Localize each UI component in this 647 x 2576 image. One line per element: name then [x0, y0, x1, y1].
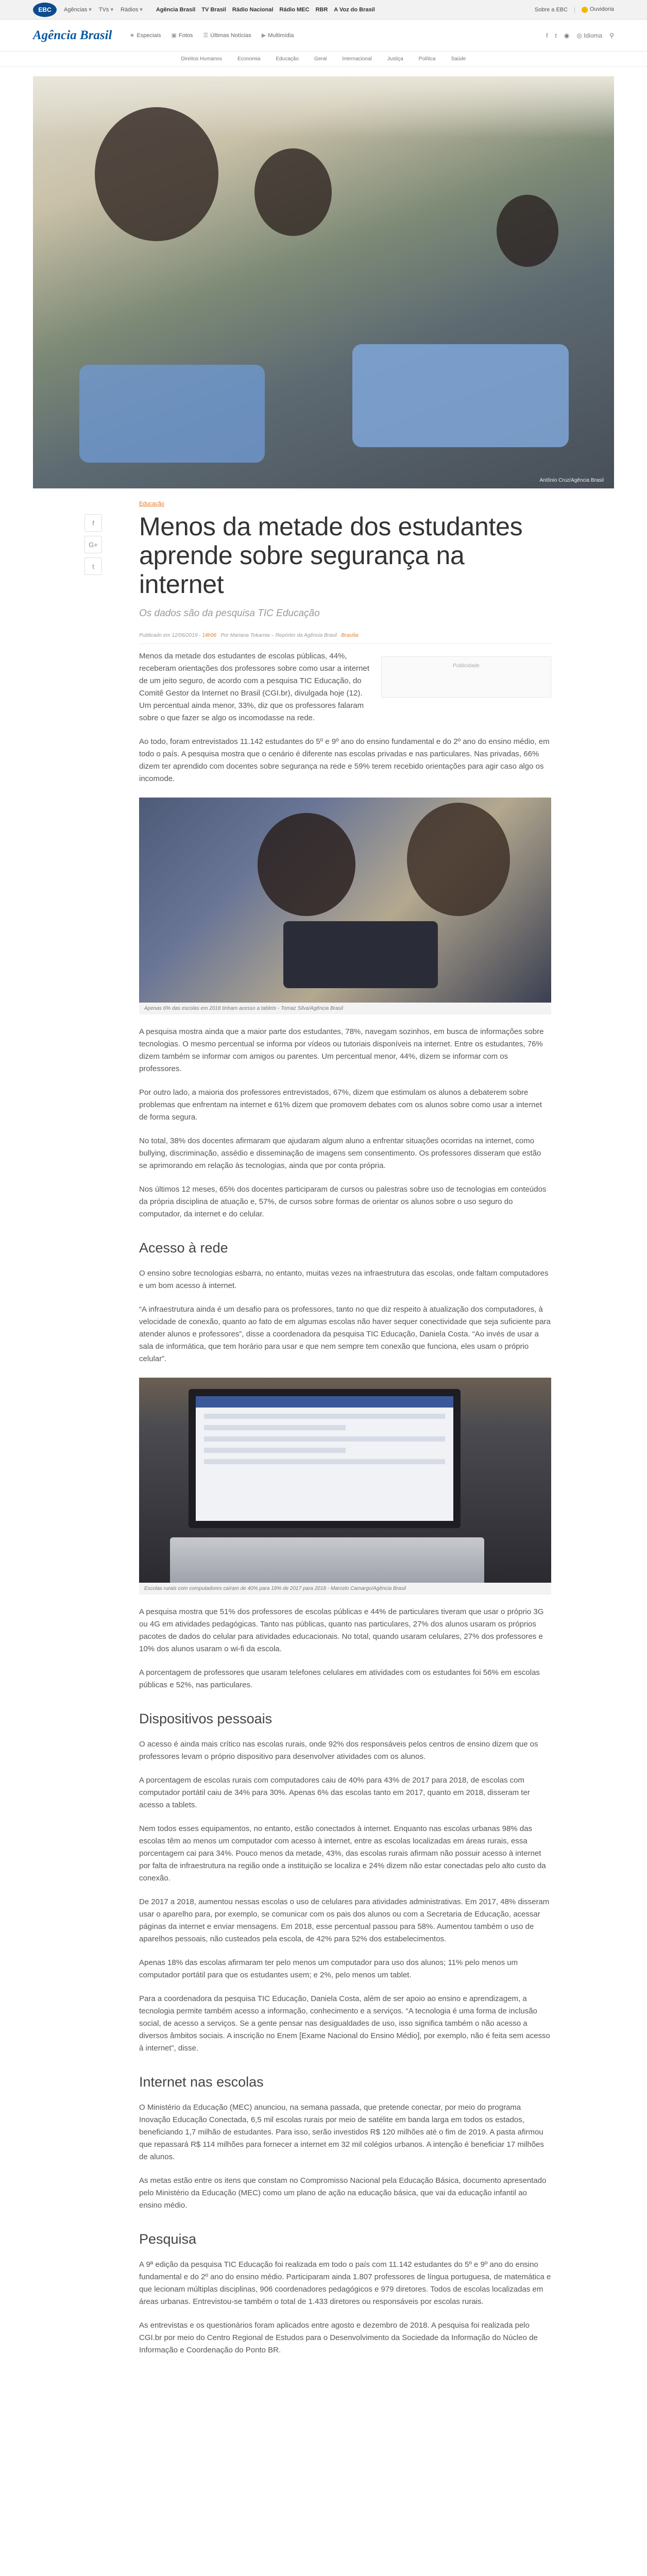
subnav-educacao[interactable]: Educação [276, 56, 299, 62]
hero-laptop [352, 344, 569, 447]
nav-especiais[interactable] [130, 32, 161, 39]
meta-author: Por Mariana Tokarnia – Repórter da Agência Brasil [220, 633, 337, 638]
paragraph: O ensino sobre tecnologias esbarra, no entanto, muitas vezes na infraestrutura das escolas, onde faltam computadores e um bom acesso à internet. [139, 1269, 549, 1290]
nav-label: Fotos [178, 32, 193, 39]
ebc-channels [156, 7, 375, 13]
article-subtitle: Os dados são da pesquisa TIC Educação [139, 608, 320, 619]
star-icon: ★ [129, 32, 135, 39]
paragraph: Nos últimos 12 meses, 65% dos docentes participaram de cursos ou palestras sobre uso de tecnologias em conteúdos da própria disciplina de atuação e, 57%, de cursos sobre formas de orientar os alunos sobre o uso seguro do computador, da internet e do celular. [139, 1185, 547, 1218]
nav-multimidia[interactable] [262, 32, 294, 39]
share-google-plus-icon[interactable]: G+ [84, 536, 102, 553]
figure-caption: Escolas rurais com computadores caíram de 40% para 19% de 2017 para 2018 - Marcelo Camargo/Agência Brasil [139, 1583, 551, 1595]
paragraph: A pesquisa mostra que 51% dos professores de escolas públicas e 44% de particulares tiveram que usar o próprio 3G ou 4G em atividades pedagógicas. Tanto nas públicas, quanto nas particulares, 27% dos alunos usaram os próprios pacotes de dados do celular para atividades educacionais. No total, quando usaram celulares, 27% dos professores e 10% dos alunos usaram o wi-fi da escola. [139, 1607, 544, 1653]
twitter-icon[interactable]: t [555, 31, 557, 39]
menu-tvs[interactable]: TVs ▾ [99, 6, 113, 13]
section-heading: Internet nas escolas [139, 2074, 264, 2090]
globe-icon: ◎ [576, 31, 582, 39]
paragraph: Apenas 18% das escolas afirmaram ter pelo menos um computador para uso dos alunos; 11% pelo menos um computador portátil para que os estudantes usem; e 2%, pelo menos um tablet. [139, 1958, 518, 1979]
article-meta: Publicado em 12/06/2019 - 14h06 Por Mariana Tokarnia – Repórter da Agência Brasil Brasília [139, 633, 551, 644]
link-tv-brasil[interactable]: TV Brasil [201, 6, 226, 13]
list-icon: ☰ [203, 32, 209, 39]
ebc-left-menu [64, 6, 143, 13]
page-bottom-space [0, 2357, 647, 2413]
article-figure [139, 1378, 551, 1595]
section-subnav [0, 52, 647, 67]
nav-label: Últimas Notícias [210, 32, 251, 39]
ouvidoria-icon [582, 7, 588, 13]
screen-line [204, 1425, 346, 1430]
nav-label: Especiais [137, 32, 161, 39]
figure-child [407, 803, 510, 916]
section-heading: Acesso à rede [139, 1240, 228, 1256]
link-voz-do-brasil[interactable]: A Voz do Brasil [334, 6, 375, 13]
meta-place: Brasília [341, 633, 359, 638]
subnav-internacional[interactable]: Internacional [342, 56, 372, 62]
subnav-justica[interactable]: Justiça [387, 56, 403, 62]
subnav-geral[interactable]: Geral [314, 56, 327, 62]
screen-line [204, 1448, 346, 1453]
nav-ultimas-noticias[interactable] [203, 32, 251, 39]
paragraph: As entrevistas e os questionários foram aplicados entre agosto e dezembro de 2018. A pesquisa foi realizada pelo CGI.br por meio do Centro Regional de Estudos para o Desenvolvimento da Sociedade da Informação do Núcleo de Informação e Coordenação do Ponto BR. [139, 2321, 538, 2354]
nav-fotos[interactable] [171, 32, 193, 39]
subnav-direitos-humanos[interactable]: Direitos Humanos [181, 56, 222, 62]
paragraph: A porcentagem de escolas rurais com computadores caiu de 40% para 43% de 2017 para 2018, de escolas com computador portátil caiu de 34% para 30%. Apenas 6% das escolas tanto em 2017, quanto em 2018, disseram ter acesso a tablets. [139, 1776, 530, 1809]
paragraph: O Ministério da Educação (MEC) anunciou, na semana passada, que pretende conectar, por meio do programa Inovação Educação Conectada, 6,5 mil escolas rurais por meio de satélite em banda larga em todos os estados, beneficiando 1,7 milhão de estudantes. Para isso, serão investidos R$ 120 milhões até o fim de 2019. A pasta afirmou que repassará R$ 114 milhões para fornecer a internet em 32 mil colégios urbanos. A intenção é beneficiar 17 milhões de alunos. [139, 2103, 544, 2161]
article-container [33, 501, 614, 2357]
share-facebook-icon[interactable]: f [84, 514, 102, 532]
screen-line [204, 1459, 445, 1464]
menu-radios[interactable]: Rádios ▾ [121, 6, 143, 13]
share-bar [84, 514, 102, 575]
hero-photo [33, 76, 614, 488]
ebc-top-bar [0, 0, 647, 20]
link-radio-mec[interactable]: Rádio MEC [279, 6, 310, 13]
link-rbr[interactable]: RBR [315, 6, 328, 13]
screen-line [204, 1414, 445, 1419]
ebc-right-links [535, 6, 614, 12]
link-radio-nacional[interactable]: Rádio Nacional [232, 6, 274, 13]
main-nav [130, 32, 294, 39]
screen-topbar [196, 1396, 453, 1408]
hero-figure-child [254, 148, 332, 236]
subnav-economia[interactable]: Economia [237, 56, 261, 62]
language-label: Idioma [584, 31, 603, 39]
subnav-saude[interactable]: Saúde [451, 56, 466, 62]
section-heading: Dispositivos pessoais [139, 1711, 273, 1726]
ebc-logo[interactable]: EBC [33, 3, 57, 17]
figure-photo [139, 798, 551, 1003]
language-selector[interactable] [576, 32, 602, 39]
paragraph: A porcentagem de professores que usaram telefones celulares em atividades com os estudantes foi 56% em escolas públicas e 52%, nas particulares. [139, 1668, 540, 1689]
hero-photo-credit: Antônio Cruz/Agência Brasil [539, 478, 604, 483]
ouvidoria-label: Ouvidoria [589, 6, 614, 13]
brand-logo[interactable]: Agência Brasil [33, 28, 112, 42]
screen-line [204, 1436, 445, 1442]
section-heading: Pesquisa [139, 2231, 197, 2247]
subnav-politica[interactable]: Política [418, 56, 436, 62]
play-icon: ▶ [261, 32, 266, 39]
paragraph: Por outro lado, a maioria dos professores entrevistados, 67%, dizem que estimulam os alunos a debaterem sobre problemas que enfrentam na internet e 61% dizem que promovem debates com os alunos sobre como usar a internet de forma segura. [139, 1088, 542, 1122]
link-sobre-ebc[interactable]: Sobre a EBC [534, 6, 568, 13]
menu-agencias[interactable]: Agências ▾ [64, 6, 92, 13]
figure-tablet [283, 921, 438, 988]
article-title: Menos da metade dos estudantes aprende sobre segurança na internet [139, 512, 523, 599]
article-category[interactable]: Educação [139, 501, 164, 507]
article-figure [139, 798, 551, 1014]
article [139, 501, 551, 2357]
hero-figure-child [497, 195, 558, 267]
hero-figure-child [95, 107, 218, 241]
header-tools [546, 32, 614, 39]
paragraph: O acesso é ainda mais crítico nas escolas rurais, onde 92% dos responsáveis pelos centros de ensino dizem que os professores levam o próprio dispositivo para desenvolver atividades com os alunos. [139, 1740, 538, 1761]
paragraph: Nem todos esses equipamentos, no entanto, estão conectados à internet. Enquanto nas escolas urbanas 98% das escolas têm ao menos um computador com acesso à internet, entre as escolas localizadas em áreas rurais, essa porcentagem cai para 34%. Pouco menos da metade, 43%, das escolas rurais afirmam não possuir acesso à internet por falta de infraestrutura na região onde a instituição se localiza e 24% dizem não estar conectadas pelo alto custo da conexão. [139, 1824, 546, 1883]
link-agencia-brasil[interactable]: Agência Brasil [156, 6, 196, 13]
separator: | [574, 6, 575, 13]
meta-time: 14h06 [202, 633, 217, 638]
search-icon[interactable]: ⚲ [609, 31, 614, 39]
facebook-icon[interactable]: f [546, 31, 548, 39]
figure-child [258, 813, 355, 916]
paragraph: A 9ª edição da pesquisa TIC Educação foi realizada em todo o país com 11.142 estudantes do 5º e 9º ano do ensino fundamental e do 2º ano do ensino médio. Participaram ainda 1.807 professores de língua portuguesa, de matemática e que lecionam múltiplas disciplinas, 906 coordenadores pedagógicos e 979 diretores. Todos de escolas localizadas em áreas urbanas. Entrevistou-se também o total de 1.433 diretores ou responsáveis por escolas rurais. [139, 2260, 551, 2306]
laptop-keyboard [170, 1537, 484, 1583]
nav-label: Multimídia [268, 32, 294, 39]
paragraph: Para a coordenadora da pesquisa TIC Educação, Daniela Costa, além de ser apoio ao ensino e aprendizagem, a tecnologia permite também acesso a informação, conhecimento e a serviços. “A tecnologia é uma forma de inclusão social, de acesso a serviços. Se a gente pensar nas desigualdades de uso, isso significa também o não acesso a diversos âmbitos sociais. A inscrição no Enem [Exame Nacional do Ensino Médio], por exemplo, não é feita sem acesso à internet”, disse. [139, 1994, 550, 2053]
paragraph: A pesquisa mostra ainda que a maior parte dos estudantes, 78%, navegam sozinhos, em busca de informações sobre tecnologias. O mesmo percentual se informa por vídeos ou tutoriais disponíveis na internet. Entre os estudantes, 76% dizem também se informar com amigos ou parentes. Um percentual menor, 44%, dizem se informar com os professores. [139, 1027, 544, 1073]
ad-slot[interactable]: Publicidade [381, 656, 551, 698]
rss-icon[interactable]: ◉ [564, 31, 570, 39]
figure-caption: Apenas 6% das escolas em 2018 tinham acesso a tablets - Tomaz Silva/Agência Brasil [139, 1003, 551, 1014]
main-header [0, 20, 647, 52]
figure-photo [139, 1378, 551, 1583]
link-ouvidoria[interactable] [582, 6, 614, 12]
laptop-screen [189, 1389, 461, 1528]
paragraph: Ao todo, foram entrevistados 11.142 estudantes do 5º e 9º ano do ensino fundamental e do 2º ano do ensino médio, em todo o país. A pesquisa mostra que o cenário é diferente nas escolas privadas e nas particulares. Nas privadas, 66% dizem ter aprendido com docentes sobre segurança na rede e 59% terem recebido orientações para agir caso algo os incomode. [139, 737, 550, 783]
paragraph: Menos da metade dos estudantes de escolas públicas, 44%, receberam orientações dos professores sobre como usar a internet de um jeito seguro, de acordo com a pesquisa TIC Educação, do Comitê Gestor da Internet no Brasil (CGI.br), divulgada hoje (12). Um percentual ainda menor, 33%, diz que os professores falaram sobre o que fazer se algo os incomodasse na rede. [139, 652, 369, 722]
article-body [139, 650, 551, 2357]
paragraph: No total, 38% dos docentes afirmaram que ajudaram algum aluno a enfrentar situações ocorridas na internet, como bullying, discriminação, assédio e disseminação de imagens sem consentimento. Os professores disseram que estão se aprimorando em relação às tecnologias, ainda que por conta própria. [139, 1137, 541, 1170]
paragraph: “A infraestrutura ainda é um desafio para os professores, tanto no que diz respeito à atualização dos computadores, à velocidade de conexão, quanto ao fato de em algumas escolas não haver sequer conectividade que seja suficiente para atender alunos e professores”, disse a coordenadora da pesquisa TIC Educação, Daniela Costa. “Ao invés de usar a sala de informática, que tem horário para usar e que nem sempre tem conexão que funciona, eles usam o próprio celular”. [139, 1305, 551, 1363]
camera-icon: ▣ [171, 32, 177, 39]
share-twitter-icon[interactable]: t [84, 557, 102, 575]
meta-published: Publicado em 12/06/2019 [139, 633, 198, 638]
paragraph: De 2017 a 2018, aumentou nessas escolas o uso de celulares para atividades administrativas. Em 2017, 48% disseram usar o aparelho para, por exemplo, se comunicar com os pais dos alunos ou com a Secretaria de Educação, acessar páginas da internet e enviar mensagens. Em 2018, esse percentual passou para 58%. Aumentou também o uso de aparelhos pessoais, não custeados pela escola, de 42% para 52% dos estabelecimentos. [139, 1897, 550, 1943]
hero-laptop [79, 365, 265, 463]
paragraph: As metas estão entre os itens que constam no Compromisso Nacional pela Educação Básica, documento apresentado pelo Ministério da Educação (MEC) como um plano de ação na educação básica, que vai da educação infantil ao ensino médio. [139, 2176, 547, 2210]
